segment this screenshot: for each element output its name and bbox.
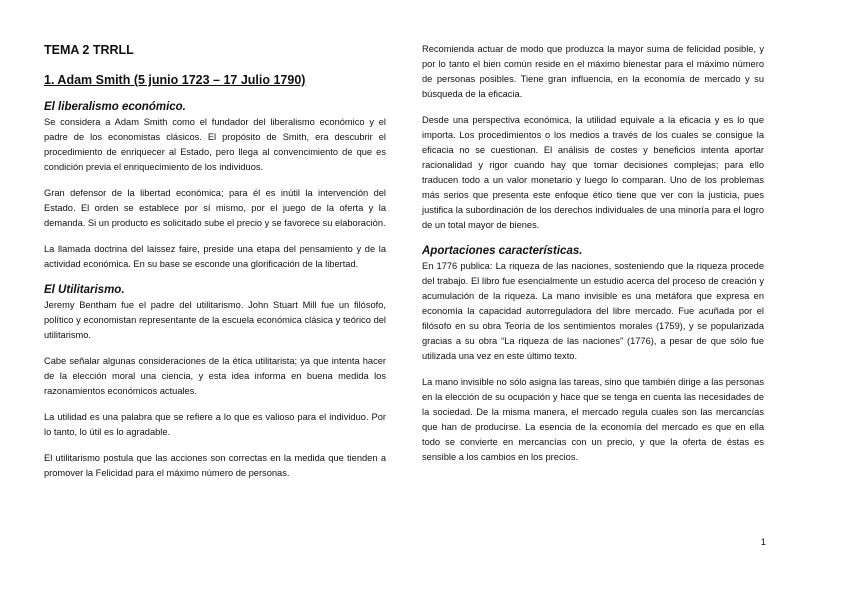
section-heading-adam-smith: 1. Adam Smith (5 junio 1723 – 17 Julio 1790): [44, 73, 306, 87]
paragraph: Jeremy Bentham fue el padre del utilitarismo. John Stuart Mill fue un filósofo, político y economistan representante de la escuela económica clásica y teórico del utilitarismo.: [44, 300, 386, 340]
right-column: [422, 42, 764, 476]
subheading-aportaciones: Aportaciones características.: [422, 245, 583, 257]
paragraph: La llamada doctrina del laissez faire, preside una etapa del pensamiento y de la actividad económica. En su base se esconde una glorificación de la libertad.: [44, 244, 386, 269]
paragraph: Recomienda actuar de modo que produzca la mayor suma de felicidad posible, y por lo tanto el bien común reside en el máximo bienestar para el máximo número de personas posibles. Tiene gran influencia, en la economía de mercado y su búsqueda de la eficacia.: [422, 44, 764, 99]
paragraph: La utilidad es una palabra que se refiere a lo que es valioso para el individuo. Por lo tanto, lo útil es lo agradable.: [44, 412, 386, 437]
paragraph: Cabe señalar algunas consideraciones de la ética utilitarista; ya que intenta hacer de la elección moral una ciencia, y esta idea informa en buena medida los razonamientos económicos actuales.: [44, 356, 386, 396]
subheading-utilitarismo: El Utilitarismo.: [44, 284, 125, 296]
paragraph: En 1776 publica: La riqueza de las naciones, sosteniendo que la riqueza procede del trabajo. El libro fue esencialmente un estudio acerca del proceso de creación y acumulación de la riqueza. La mano invisible es una metáfora que expresa en economía la capacidad autorreguladora del libre mercado. Fue acuñada por el filósofo en su obra Teoría de los sentimientos morales (1759), y se popularizada gracias a su obra “La riqueza de las naciones” (1776), a pesar de que sólo fue utilizada una vez en este último texto.: [422, 261, 764, 361]
left-column: [44, 42, 386, 492]
subheading-liberalismo: El liberalismo económico.: [44, 101, 186, 113]
paragraph: El utilitarismo postula que las acciones son correctas en la medida que tienden a promover la Felicidad para el máximo número de personas.: [44, 453, 386, 478]
paragraph: Se considera a Adam Smith como el fundador del liberalismo económico y el padre de los economistas clásicos. El propósito de Smith, era descubrir el procedimiento de enriquecer al Estado, pero llega al convencimiento de que es condición previa el enriquecimiento de los individuos.: [44, 117, 386, 172]
page-number: 1: [760, 537, 766, 548]
paragraph: Gran defensor de la libertad económica; para él es inútil la intervención del Estado. El orden se establece por sí mismo, por el juego de la oferta y la demanda. Si un producto es solicitado sube el precio y se favorece su elaboración.: [44, 188, 386, 228]
document-title: TEMA 2 TRRLL: [44, 43, 134, 57]
paragraph: Desde una perspectiva económica, la utilidad equivale a la eficacia y es lo que importa. Los procedimientos o los medios a través de los cuales se consigue la eficacia no se cuestionan. El análisis de costes y beneficios intenta aportar racionalidad y rigor cuando hay que tomar decisiones complejas; para ello traducen todo a un valor monetario y luego lo comparan. Uno de los problemas más serios que presenta este enfoque ético tiene que ver con la justicia, pues justifica la subordinación de los derechos individuales de una minoría para el logro de un total mayor de bienes.: [422, 115, 764, 230]
paragraph: La mano invisible no sólo asigna las tareas, sino que también dirige a las personas en la elección de su ocupación y hace que se tenga en cuenta las necesidades de la sociedad. De la misma manera, el mercado regula cuales son las mercancías que han de producirse. La esencia de la economía del mercado es que en ella todo se convierte en mercancías con un precio, y que la oferta de éstas es sensible a los cambios en los precios.: [422, 377, 764, 462]
